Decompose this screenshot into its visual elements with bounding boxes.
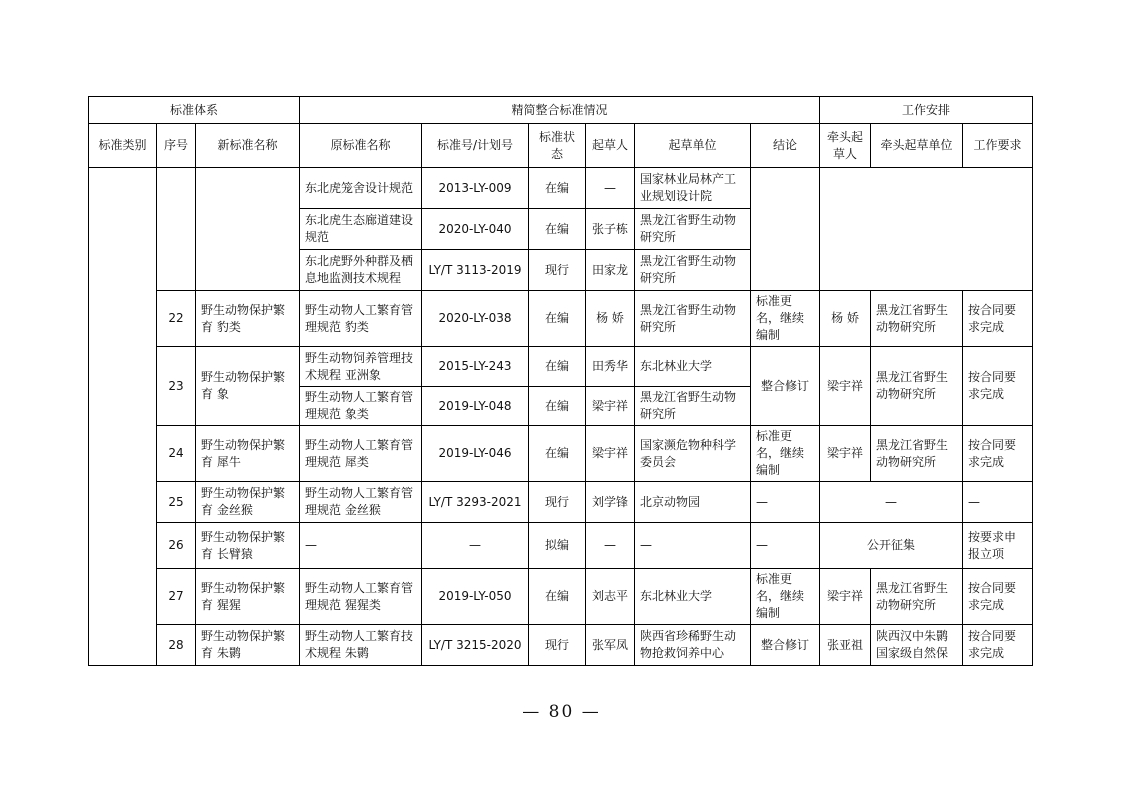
new-name-cell: 野生动物保护繁育 长臂猿 xyxy=(196,523,300,569)
original-name-cell: 野生动物人工繁育管理规范 金丝猴 xyxy=(300,482,422,523)
new-name-cell: 野生动物保护繁育 犀牛 xyxy=(196,426,300,482)
seq-cell: 28 xyxy=(157,625,196,666)
status-cell: 在编 xyxy=(529,168,586,209)
category-cell xyxy=(89,168,157,666)
requirement-cell: — xyxy=(963,482,1033,523)
table-row xyxy=(89,347,1033,387)
new-name-cell: 野生动物保护繁育 金丝猴 xyxy=(196,482,300,523)
header-group-row xyxy=(89,97,1033,124)
code-cell: — xyxy=(422,523,529,569)
unit-cell: 黑龙江省野生动物研究所 xyxy=(635,387,751,426)
new-name-cell: 野生动物保护繁育 猩猩 xyxy=(196,569,300,625)
code-cell: 2020-LY-040 xyxy=(422,209,529,250)
code-cell: LY/T 3113-2019 xyxy=(422,250,529,291)
status-cell: 在编 xyxy=(529,387,586,426)
unit-cell: 国家林业局林产工业规划设计院 xyxy=(635,168,751,209)
status-cell: 现行 xyxy=(529,250,586,291)
code-cell: 2019-LY-050 xyxy=(422,569,529,625)
col-drafter: 起草人 xyxy=(586,124,635,168)
requirement-cell: 按合同要求完成 xyxy=(963,426,1033,482)
table-row xyxy=(89,291,1033,347)
header-column-row xyxy=(89,124,1033,168)
drafter-cell: 梁宇祥 xyxy=(586,387,635,426)
conclusion-cell: 整合修订 xyxy=(751,625,820,666)
code-cell: 2015-LY-243 xyxy=(422,347,529,387)
original-name-cell: 野生动物人工繁育管理规范 豹类 xyxy=(300,291,422,347)
new-name-cell: 野生动物保护繁育 朱鹮 xyxy=(196,625,300,666)
lead-unit-cell: 黑龙江省野生动物研究所 xyxy=(871,347,963,426)
lead-drafter-cell: 梁宇祥 xyxy=(820,347,871,426)
lead-unit-cell: 陕西汉中朱鹮国家级自然保 xyxy=(871,625,963,666)
lead-combined-cell: 公开征集 xyxy=(820,523,963,569)
conclusion-cell xyxy=(751,168,820,291)
seq-cell: 22 xyxy=(157,291,196,347)
standards-table xyxy=(88,96,1033,666)
drafter-cell: — xyxy=(586,168,635,209)
code-cell: LY/T 3215-2020 xyxy=(422,625,529,666)
code-cell: 2019-LY-046 xyxy=(422,426,529,482)
status-cell: 在编 xyxy=(529,209,586,250)
original-name-cell: 野生动物人工繁育管理规范 象类 xyxy=(300,387,422,426)
lead-drafter-cell: 张亚祖 xyxy=(820,625,871,666)
col-seq: 序号 xyxy=(157,124,196,168)
code-cell: 2020-LY-038 xyxy=(422,291,529,347)
col-new-name: 新标准名称 xyxy=(196,124,300,168)
conclusion-cell: 标准更名，继续编制 xyxy=(751,569,820,625)
conclusion-cell: 标准更名，继续编制 xyxy=(751,291,820,347)
new-name-cell: 野生动物保护繁育 豹类 xyxy=(196,291,300,347)
col-lead-unit: 牵头起草单位 xyxy=(871,124,963,168)
seq-cell: 23 xyxy=(157,347,196,426)
seq-cell xyxy=(157,168,196,291)
seq-cell: 26 xyxy=(157,523,196,569)
unit-cell: 陕西省珍稀野生动物抢救饲养中心 xyxy=(635,625,751,666)
group-standard-system: 标准体系 xyxy=(89,97,300,124)
col-status: 标准状态 xyxy=(529,124,586,168)
drafter-cell: 张子栋 xyxy=(586,209,635,250)
code-cell: 2013-LY-009 xyxy=(422,168,529,209)
original-name-cell: 野生动物饲养管理技术规程 亚洲象 xyxy=(300,347,422,387)
page-number: — 80 — xyxy=(522,702,601,722)
status-cell: 在编 xyxy=(529,426,586,482)
drafter-cell: 梁宇祥 xyxy=(586,426,635,482)
conclusion-cell: 整合修订 xyxy=(751,347,820,426)
table-row xyxy=(89,168,1033,209)
col-original-name: 原标准名称 xyxy=(300,124,422,168)
lead-drafter-cell: 杨 娇 xyxy=(820,291,871,347)
original-name-cell: 野生动物人工繁育管理规范 犀类 xyxy=(300,426,422,482)
drafter-cell: — xyxy=(586,523,635,569)
status-cell: 在编 xyxy=(529,347,586,387)
requirement-cell: 按要求申报立项 xyxy=(963,523,1033,569)
status-cell: 现行 xyxy=(529,482,586,523)
status-cell: 拟编 xyxy=(529,523,586,569)
lead-unit-cell: 黑龙江省野生动物研究所 xyxy=(871,426,963,482)
original-name-cell: 东北虎生态廊道建设规范 xyxy=(300,209,422,250)
table-row xyxy=(89,523,1033,569)
conclusion-cell: 标准更名，继续编制 xyxy=(751,426,820,482)
group-consolidation: 精简整合标准情况 xyxy=(300,97,820,124)
unit-cell: 北京动物园 xyxy=(635,482,751,523)
table-row xyxy=(89,482,1033,523)
requirement-cell: 按合同要求完成 xyxy=(963,347,1033,426)
original-name-cell: 野生动物人工繁育管理规范 猩猩类 xyxy=(300,569,422,625)
col-category: 标准类别 xyxy=(89,124,157,168)
drafter-cell: 杨 娇 xyxy=(586,291,635,347)
original-name-cell: 野生动物人工繁育技术规程 朱鹮 xyxy=(300,625,422,666)
col-code: 标准号/计划号 xyxy=(422,124,529,168)
status-cell: 现行 xyxy=(529,625,586,666)
unit-cell: — xyxy=(635,523,751,569)
code-cell: LY/T 3293-2021 xyxy=(422,482,529,523)
new-name-cell: 野生动物保护繁育 象 xyxy=(196,347,300,426)
new-name-cell xyxy=(196,168,300,291)
table-row xyxy=(89,625,1033,666)
drafter-cell: 田家龙 xyxy=(586,250,635,291)
table-row xyxy=(89,426,1033,482)
col-unit: 起草单位 xyxy=(635,124,751,168)
original-name-cell: 东北虎野外种群及栖息地监测技术规程 xyxy=(300,250,422,291)
status-cell: 在编 xyxy=(529,569,586,625)
lead-unit-cell: 黑龙江省野生动物研究所 xyxy=(871,569,963,625)
original-name-cell: 东北虎笼舍设计规范 xyxy=(300,168,422,209)
unit-cell: 黑龙江省野生动物研究所 xyxy=(635,250,751,291)
seq-cell: 24 xyxy=(157,426,196,482)
drafter-cell: 张军凤 xyxy=(586,625,635,666)
seq-cell: 27 xyxy=(157,569,196,625)
table-row xyxy=(89,569,1033,625)
unit-cell: 黑龙江省野生动物研究所 xyxy=(635,291,751,347)
unit-cell: 东北林业大学 xyxy=(635,347,751,387)
requirement-cell: 按合同要求完成 xyxy=(963,625,1033,666)
unit-cell: 东北林业大学 xyxy=(635,569,751,625)
drafter-cell: 刘志平 xyxy=(586,569,635,625)
status-cell: 在编 xyxy=(529,291,586,347)
code-cell: 2019-LY-048 xyxy=(422,387,529,426)
lead-drafter-cell: 梁宇祥 xyxy=(820,569,871,625)
conclusion-cell: — xyxy=(751,482,820,523)
col-lead-drafter: 牵头起草人 xyxy=(820,124,871,168)
conclusion-cell: — xyxy=(751,523,820,569)
drafter-cell: 田秀华 xyxy=(586,347,635,387)
group-work-arrangement: 工作安排 xyxy=(820,97,1033,124)
unit-cell: 黑龙江省野生动物研究所 xyxy=(635,209,751,250)
lead-drafter-cell: 梁宇祥 xyxy=(820,426,871,482)
lead-unit-cell: 黑龙江省野生动物研究所 xyxy=(871,291,963,347)
col-conclusion: 结论 xyxy=(751,124,820,168)
requirement-cell: 按合同要求完成 xyxy=(963,291,1033,347)
unit-cell: 国家濒危物种科学委员会 xyxy=(635,426,751,482)
work-arrangement-cell xyxy=(820,168,1033,291)
requirement-cell: 按合同要求完成 xyxy=(963,569,1033,625)
seq-cell: 25 xyxy=(157,482,196,523)
original-name-cell: — xyxy=(300,523,422,569)
col-requirement: 工作要求 xyxy=(963,124,1033,168)
drafter-cell: 刘学锋 xyxy=(586,482,635,523)
lead-combined-cell: — xyxy=(820,482,963,523)
